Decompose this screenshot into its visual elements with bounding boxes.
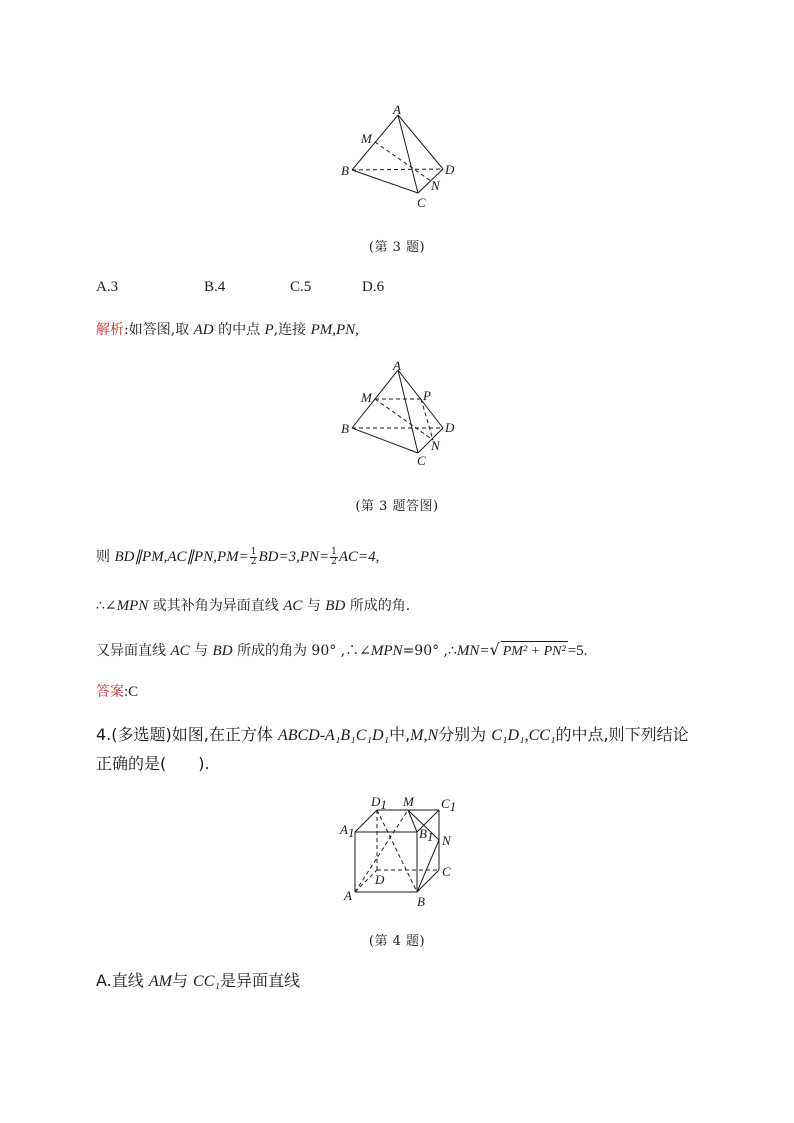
choice-a: A.3 (96, 279, 119, 295)
fig3-label-d: D (445, 162, 455, 177)
fig4-label-d1: D1 (371, 794, 387, 812)
fig3a-label-c: C (417, 453, 426, 468)
fig3a-label-a: A (393, 358, 401, 373)
figure-4-cube (335, 790, 465, 910)
solution-label: 解析 (96, 322, 124, 338)
fig3-label-a: A (393, 102, 401, 117)
fig4-label-m: M (403, 794, 414, 809)
fig3a-label-d: D (445, 420, 455, 435)
fig3-label-b: B (341, 163, 349, 178)
choice-d: D.6 (362, 279, 385, 295)
choice-b: B.4 (204, 279, 226, 295)
solution-step-3: 又异面直线 AC 与 BD 所成的角为 90° ,∴∠MPN=90° ,∴MN=√ PM² + PN² =5. (96, 640, 587, 662)
answer-line (96, 682, 138, 702)
solution-intro-text: :如答图,取 (124, 322, 194, 338)
fraction-half-1: $\frac{1}{2}$ (250, 546, 257, 567)
fig4-label-a: A (344, 888, 352, 903)
fig4-label-a1: A1 (340, 822, 355, 840)
fig4-label-n: N (442, 833, 451, 848)
fig4-label-c1: C1 (441, 796, 457, 814)
fig4-label-d: D (375, 872, 385, 887)
sqrt-icon: √ (489, 640, 500, 659)
figure-3-answer-caption: (第 3 题答图) (355, 499, 439, 514)
fraction-half-2: $\frac{1}{2}$ (331, 546, 337, 567)
figure-3-answer-tetrahedron (330, 358, 470, 473)
question-4-line-2: 正确的是( ). (96, 754, 210, 773)
solution-step-1: 则 BD∥PM,AC∥PN,PM= $\frac{1}{2}$ BD=3,PN= $\frac{1}{2}$ AC=4, (96, 546, 380, 567)
figure-4-caption: (第 4 题) (368, 934, 426, 949)
fig3-label-c: C (417, 195, 426, 210)
figure-3-tetrahedron (330, 98, 470, 213)
fig4-label-b: B (417, 894, 425, 909)
answer-label: 答案 (96, 684, 124, 700)
fig3-label-n: N (431, 178, 440, 193)
solution-step-2: ∴∠MPN 或其补角为异面直线 AC 与 BD 所成的角. (96, 598, 411, 614)
fig4-label-c: C (442, 864, 451, 879)
question-4-line-1: 4.(多选题)如图,在正方体 ABCD-A₁B₁C₁D₁中,M,N分别为 C₁D₁,CC₁的中点,则下列结论 (96, 725, 689, 744)
fig3-label-m: M (361, 131, 372, 146)
figure-3-caption: (第 3 题) (368, 240, 426, 255)
fig3a-label-n: N (431, 438, 440, 453)
fig4-label-b1: B1 (419, 826, 434, 844)
fig3a-label-m: M (361, 390, 372, 405)
answer-value: :C (124, 684, 139, 700)
solution-intro: 解析:如答图,取 AD 的中点 P,连接 PM,PN, (96, 322, 359, 338)
option-a-line: A.直线 AM与 CC₁是异面直线 (96, 971, 300, 990)
sqrt-body: PM² + PN² (501, 641, 568, 662)
fig3a-label-p: P (423, 388, 431, 403)
choice-c: C.5 (290, 279, 312, 295)
fig3a-label-b: B (341, 421, 349, 436)
